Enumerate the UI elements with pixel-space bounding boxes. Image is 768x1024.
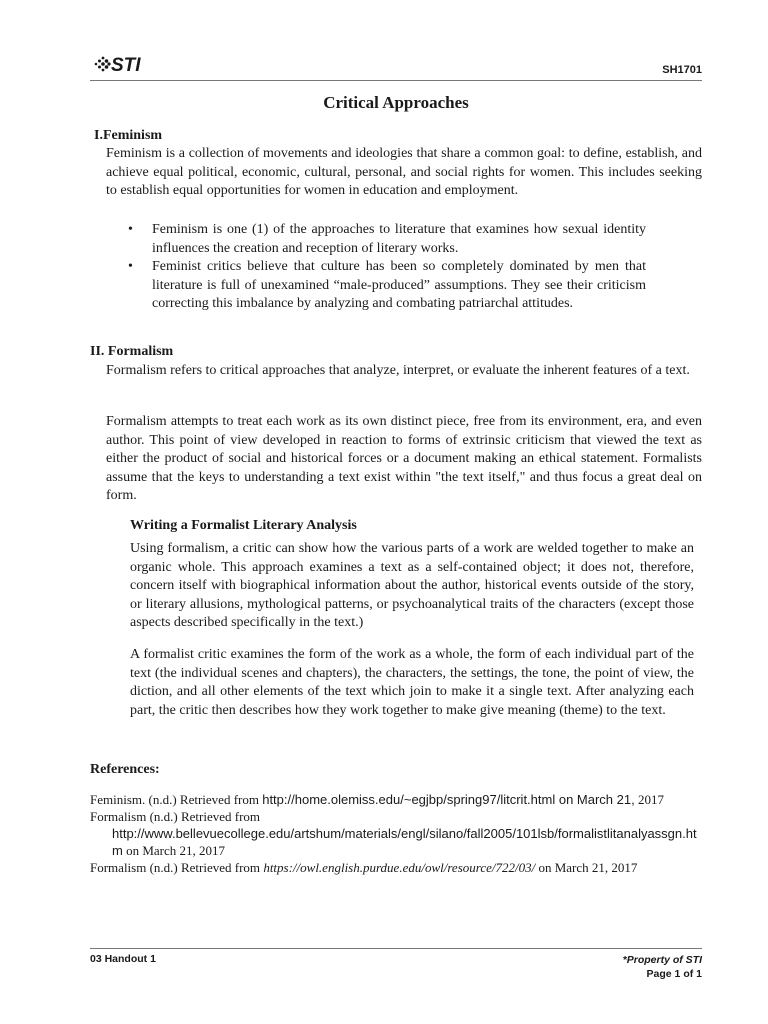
footer-handout-label: 03 Handout 1 xyxy=(90,953,156,965)
reference-prefix: Feminism. (n.d.) Retrieved from xyxy=(90,792,263,807)
feminism-paragraph: Feminism is a collection of movements and ideologies that share a common goal: to define, establish, and achieve equal political, economic, cultural, personal, and social rights for women. This includes seeking to establish equal opportunities for women in education and employment. xyxy=(106,146,702,198)
svg-text:STI: STI xyxy=(111,55,141,76)
section-title: Feminism xyxy=(102,128,163,143)
formalist-analysis-subheading: Writing a Formalist Literary Analysis xyxy=(130,518,357,533)
footer-page-number: Page 1 of 1 xyxy=(646,968,702,980)
formalist-analysis-paragraph-2: A formalist critic examines the form of the work as a whole, the form of each individual part of the text (the individual scenes and chapters), the characters, the settings, the tone, the point of view, the diction, and all other elements of the text which join to make it a single text. After analyzing each part, the critic then describes how they work together to make give meaning (theme) to the text. xyxy=(130,647,694,718)
list-item xyxy=(120,221,646,258)
page-header xyxy=(90,48,702,80)
section-formalism-heading: II. Formalism xyxy=(90,344,174,359)
list-item xyxy=(120,258,646,314)
reference-suffix: 2017 xyxy=(634,792,664,807)
reference-item xyxy=(90,859,710,876)
formalism-paragraph-1: Formalism refers to critical approaches that analyze, interpret, or evaluate the inherent features of a text. xyxy=(106,363,690,378)
document-code: SH1701 xyxy=(662,64,702,76)
reference-suffix: on March 21, 2017 xyxy=(122,843,226,858)
bullet-icon: • xyxy=(128,259,133,274)
bullet-icon: • xyxy=(128,222,133,237)
footer-right xyxy=(623,953,702,981)
reference-link[interactable]: https://owl.english.purdue.edu/owl/resource/722/03/ xyxy=(263,860,536,875)
sti-logo xyxy=(90,52,160,76)
references-heading: References: xyxy=(90,762,160,777)
footer-divider xyxy=(90,948,702,949)
formalism-paragraph-2: Formalism attempts to treat each work as its own distinct piece, free from its environment, era, and even author. This point of view developed in reaction to forms of extrinsic criticism that viewed the text as either the product of social and historical forces or a document making an ethical statement. Formalists assume that the keys to understanding a text exist within "the text itself," and thus focus a great deal on form. xyxy=(106,414,702,503)
list-item-text: Feminism is one (1) of the approaches to literature that examines how sexual identity influences the creation and reception of literary works. xyxy=(152,222,646,256)
reference-body xyxy=(90,825,702,859)
formalist-analysis-paragraph-1: Using formalism, a critic can show how the various parts of a work are welded together to make an organic whole. This approach examines a text as a self-contained object; it does not, therefore, concern itself with biographical information about the author, historical events outside of the story, or literary allusions, mythological patterns, or psychoanalytical traits of the characters (except those aspects described specifically in the text.) xyxy=(130,541,694,630)
list-item-text: Feminist critics believe that culture has been so completely dominated by men that literature is full of unexamined “male-produced” assumptions. They see their criticism correcting this imbalance by analyzing and combating patriarchal attitudes. xyxy=(152,259,646,311)
reference-suffix: on March 21, 2017 xyxy=(535,860,638,875)
footer-property: *Property of STI xyxy=(622,954,702,966)
reference-link[interactable]: http://www.bellevuecollege.edu/artshum/materials/engl/silano/fall2005/101lsb/formalistlitanalyassgn.htm xyxy=(112,826,697,858)
reference-item xyxy=(90,808,710,859)
section-feminism-heading xyxy=(94,128,162,144)
section-number: I. xyxy=(94,128,103,143)
reference-prefix: Formalism (n.d.) Retrieved from xyxy=(90,860,264,875)
sti-logo-icon xyxy=(90,52,160,76)
header-divider xyxy=(90,80,702,81)
reference-link[interactable]: http://home.olemiss.edu/~egjbp/spring97/litcrit.html on March 21, xyxy=(262,792,635,807)
page-title: Critical Approaches xyxy=(323,93,469,112)
reference-prefix: Formalism (n.d.) Retrieved from xyxy=(90,809,261,824)
reference-item xyxy=(90,791,710,808)
feminism-bullet-list xyxy=(120,221,646,314)
